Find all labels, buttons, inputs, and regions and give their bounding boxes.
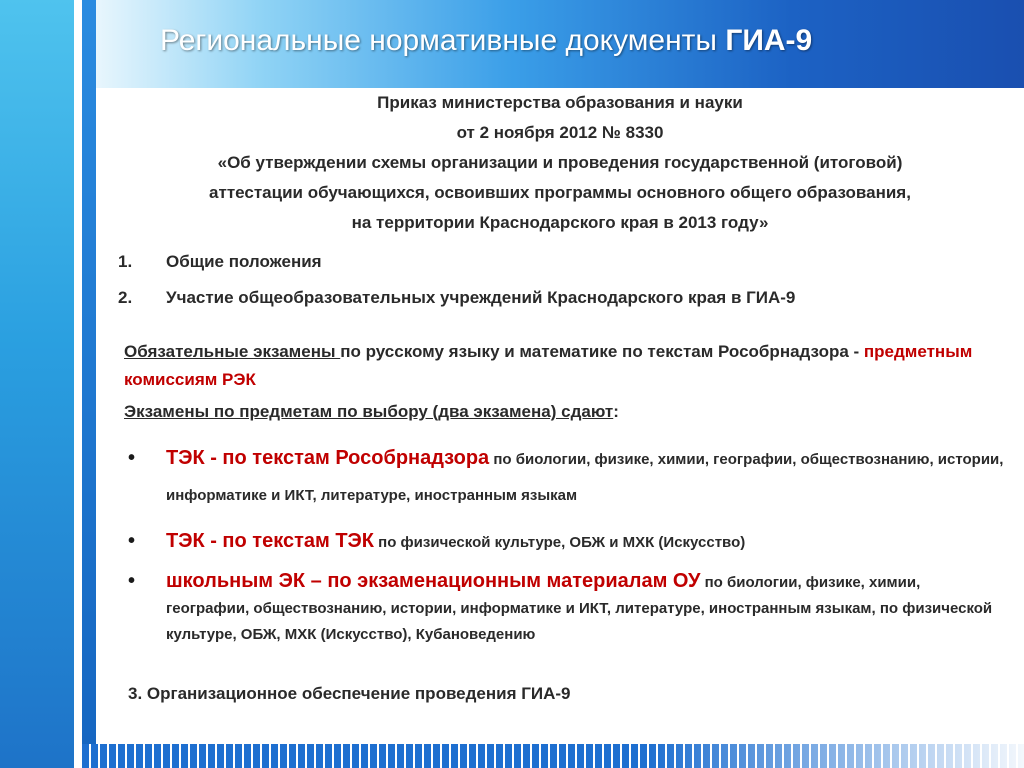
bullet-icon: • [128, 570, 136, 592]
left-bar-gap [74, 0, 82, 768]
order-line-2: от 2 ноября 2012 № 8330 [456, 123, 664, 142]
slide-title-main: Региональные нормативные документы [160, 24, 717, 57]
bullet-text: по физической культуре, ОБЖ и МХК (Искусство) [374, 534, 746, 551]
section-text: Общие положения [166, 252, 322, 271]
order-line-3: «Об утверждении схемы организации и проведения государственной (итоговой) [217, 153, 903, 172]
numbered-sections [118, 248, 1008, 320]
section-number: 1. [118, 252, 133, 271]
bullet-body [166, 568, 1004, 648]
bullet-text: по биологии, физике, химии, географии, обществознанию, истории, информатике и ИКТ, литературе, иностранным языкам, по физической культуре, ОБЖ, МХК (Искусство), Кубановедению [166, 574, 993, 643]
order-heading [96, 88, 1024, 238]
bullet-heading: школьным ЭК – по экзаменационным материалам ОУ [166, 570, 701, 592]
slide-title [160, 24, 812, 58]
bullet-body [166, 526, 1004, 558]
mandatory-exams [124, 338, 1004, 394]
section-text: Участие общеобразовательных учреждений Краснодарского края в ГИА-9 [166, 288, 796, 307]
slide-title-emphasis: ГИА-9 [725, 24, 813, 57]
bullet-heading: ТЭК - по текстам Рособрнадзора [166, 447, 490, 469]
section-item [118, 248, 1008, 284]
left-decorative-bar [0, 0, 74, 768]
bullet-item [124, 568, 1004, 648]
order-line-5: на территории Краснодарского края в 2013 году» [351, 213, 769, 232]
elective-exams-colon: : [613, 402, 619, 421]
bullet-item [124, 440, 1004, 514]
bullet-icon: • [128, 447, 136, 469]
bottom-stripe-fade [82, 744, 1024, 768]
exam-bullets [124, 440, 1004, 648]
order-line-4: аттестации обучающихся, освоивших программы основного общего образования, [209, 183, 911, 202]
bullet-item [124, 526, 1004, 558]
bullet-icon: • [128, 530, 136, 552]
elective-exams-label: Экзамены по предметам по выбору (два экзамена) сдают [124, 402, 614, 421]
exam-info [124, 338, 1004, 426]
order-line-1: Приказ министерства образования и науки [377, 93, 743, 112]
mandatory-exams-text: по русскому языку и математике по текстам Рособрнадзора - [340, 342, 864, 361]
elective-exams [124, 398, 1004, 426]
bullet-text: по биологии, физике, химии, географии, обществознанию, истории, информатике и ИКТ, литературе, иностранным языкам [166, 451, 1004, 504]
left-decorative-bar-inner [82, 0, 96, 768]
section-3: 3. Организационное обеспечение проведения ГИА-9 [128, 684, 571, 703]
section-item [118, 284, 1008, 320]
mandatory-exams-committee: предметным комиссиям РЭК [124, 342, 973, 389]
bullet-heading: ТЭК - по текстам ТЭК [166, 530, 374, 552]
mandatory-exams-label: Обязательные экзамены [124, 342, 341, 361]
section-number: 2. [118, 288, 133, 307]
bullet-body [166, 440, 1004, 514]
